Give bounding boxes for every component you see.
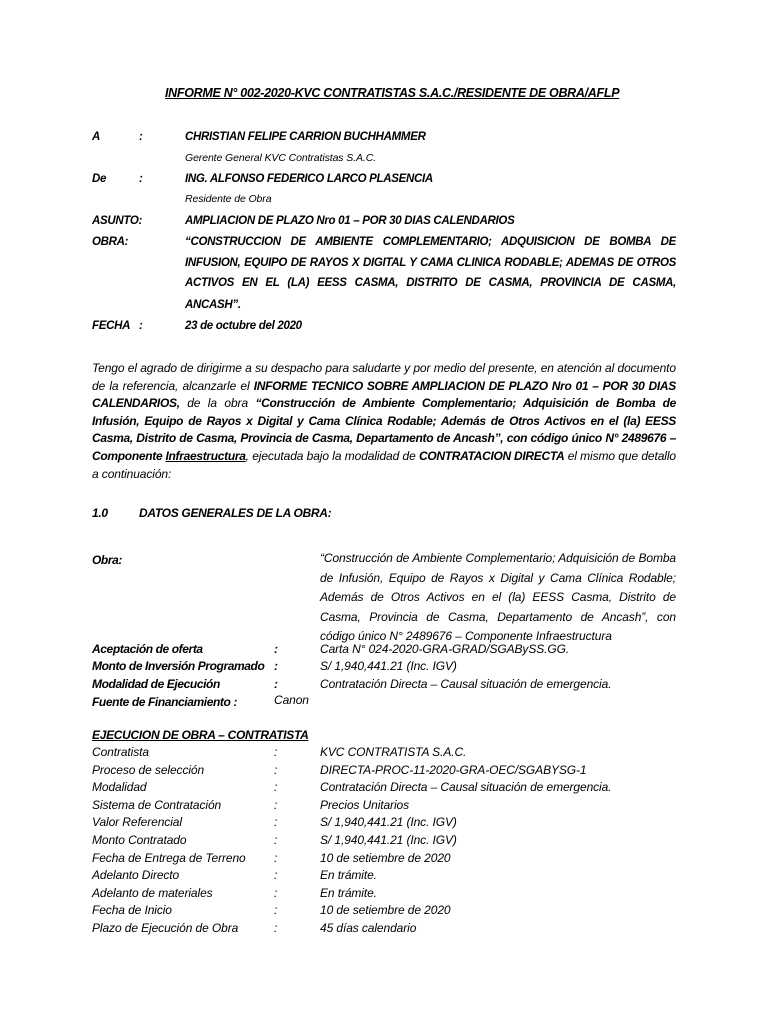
execution-colon-1: : xyxy=(274,762,278,777)
execution-label-5: Monto Contratado xyxy=(92,833,187,847)
execution-label-6: Fecha de Entrega de Terreno xyxy=(92,850,246,865)
execution-label-4: Valor Referencial xyxy=(92,815,182,830)
execution-colon-3: : xyxy=(274,797,278,812)
gen-colon-2: : xyxy=(274,677,278,691)
work-value-end: ANCASH”. xyxy=(185,299,241,311)
execution-value-9: 10 de setiembre de 2020 xyxy=(320,903,451,918)
execution-colon-4: : xyxy=(274,815,278,830)
execution-title: EJECUCION DE OBRA – CONTRATISTA xyxy=(92,728,309,742)
execution-label-3: Sistema de Contratación xyxy=(92,797,222,812)
gen-label-2: Modalidad de Ejecución xyxy=(92,677,220,691)
execution-value-10: 45 días calendario xyxy=(320,921,417,935)
work-value: “CONSTRUCCION DE AMBIENTE COMPLEMENTARIO; ADQUISICION DE BOMBA DE INFUSION, EQUIPO DE RAYOS X DIGITAL Y CAMA CLINICA RODABLE; ADEMAS DE OTROS ACTIVOS EN EL (LA) EESS CASMA, DISTRITO DE CASMA, PROVINCIA DE CASMA, xyxy=(185,236,676,289)
execution-value-0: KVC CONTRATISTA S.A.C. xyxy=(320,745,467,759)
date-colon: : xyxy=(139,320,143,332)
execution-colon-10: : xyxy=(274,921,278,935)
section-title: DATOS GENERALES DE LA OBRA: xyxy=(139,506,332,520)
execution-label-0: Contratista xyxy=(92,745,149,759)
execution-label-2: Modalidad xyxy=(92,780,147,795)
to-label: A xyxy=(92,131,101,143)
gen-value-0: Carta N° 024-2020-GRA-GRAD/SGABySS.GG. xyxy=(320,642,570,656)
execution-value-1: DIRECTA-PROC-11-2020-GRA-OEC/SGABYSG-1 xyxy=(320,762,587,777)
execution-colon-8: : xyxy=(274,885,278,900)
execution-value-3: Precios Unitarios xyxy=(320,797,409,812)
work-label: OBRA: xyxy=(92,236,129,248)
execution-label-1: Proceso de selección xyxy=(92,762,205,777)
gen-label-1: Monto de Inversión Programado xyxy=(92,659,265,673)
execution-colon-5: : xyxy=(274,833,278,847)
from-role: Residente de Obra xyxy=(185,193,272,205)
funding-value: Canon xyxy=(274,693,309,707)
from-name: ING. ALFONSO FEDERICO LARCO PLASENCIA xyxy=(185,173,433,185)
execution-label-7: Adelanto Directo xyxy=(92,868,180,883)
to-name: CHRISTIAN FELIPE CARRION BUCHHAMMER xyxy=(185,131,426,143)
execution-value-8: En trámite. xyxy=(320,885,377,900)
from-label: De xyxy=(92,173,107,185)
date-label: FECHA xyxy=(92,320,131,332)
execution-label-10: Plazo de Ejecución de Obra xyxy=(92,921,239,935)
subject-value: AMPLIACION DE PLAZO Nro 01 – POR 30 DIAS CALENDARIOS xyxy=(185,215,515,227)
document-title: INFORME N° 002-2020-KVC CONTRATISTAS S.A.C./RESIDENTE DE OBRA/AFLP xyxy=(165,86,620,100)
execution-value-6: 10 de setiembre de 2020 xyxy=(320,850,451,865)
execution-value-2: Contratación Directa – Causal situación de emergencia. xyxy=(320,780,612,795)
execution-value-7: En trámite. xyxy=(320,868,377,883)
execution-value-5: S/ 1,940,441.21 (Inc. IGV) xyxy=(320,833,457,847)
gen-colon-1: : xyxy=(274,659,278,673)
funding-label: Fuente de Financiamiento : xyxy=(92,695,237,709)
from-colon: : xyxy=(139,173,143,185)
obra-value: “Construcción de Ambiente Complementario; Adquisición de Bomba de Infusión, Equipo de Rayos x Digital y Cama Clínica Rodable; Además de Otros Activos en el (la) EESS Casma, Distrito de Casma, Provincia de Casma, Departamento de Ancash”, con código único N° 2489676 – Componente Infraestructura xyxy=(320,551,676,643)
execution-label-9: Fecha de Inicio xyxy=(92,903,172,918)
execution-value-4: S/ 1,940,441.21 (Inc. IGV) xyxy=(320,815,457,830)
to-colon: : xyxy=(139,131,143,143)
execution-label-8: Adelanto de materiales xyxy=(92,885,213,900)
gen-value-2: Contratación Directa – Causal situación de emergencia. xyxy=(320,677,612,691)
gen-colon-0: : xyxy=(274,642,278,656)
execution-colon-6: : xyxy=(274,850,278,865)
execution-colon-7: : xyxy=(274,868,278,883)
to-role: Gerente General KVC Contratistas S.A.C. xyxy=(185,152,377,164)
subject-label: ASUNTO: xyxy=(92,215,143,227)
gen-label-0: Aceptación de oferta xyxy=(92,642,203,656)
execution-colon-0: : xyxy=(274,745,278,759)
section-number: 1.0 xyxy=(92,506,108,520)
execution-colon-2: : xyxy=(274,780,278,795)
intro-paragraph: Tengo el agrado de dirigirme a su despacho para saludarte y por medio del presente, en atención al documento de la referencia, alcanzarle el INFORME TECNICO SOBRE AMPLIACION DE PLAZO Nro 01 – POR 30 DIAS CALENDARIOS, de la obra “Construcción de Ambiente Complementario; Adquisición de Bomba de Infusión, Equipo de Rayos x Digital y Cama Clínica Rodable; Además de Otros Activos en el (la) EESS Casma, Distrito de Casma, Provincia de Casma, Departamento de Ancash”, con código único N° 2489676 – Componente Infraestructura, ejecutada bajo la modalidad de CONTRATACION DIRECTA el mismo que detallo a continuación: xyxy=(92,361,676,481)
execution-colon-9: : xyxy=(274,903,278,918)
gen-value-1: S/ 1,940,441.21 (Inc. IGV) xyxy=(320,659,457,673)
date-value: 23 de octubre del 2020 xyxy=(185,320,302,332)
obra-label: Obra: xyxy=(92,553,123,567)
